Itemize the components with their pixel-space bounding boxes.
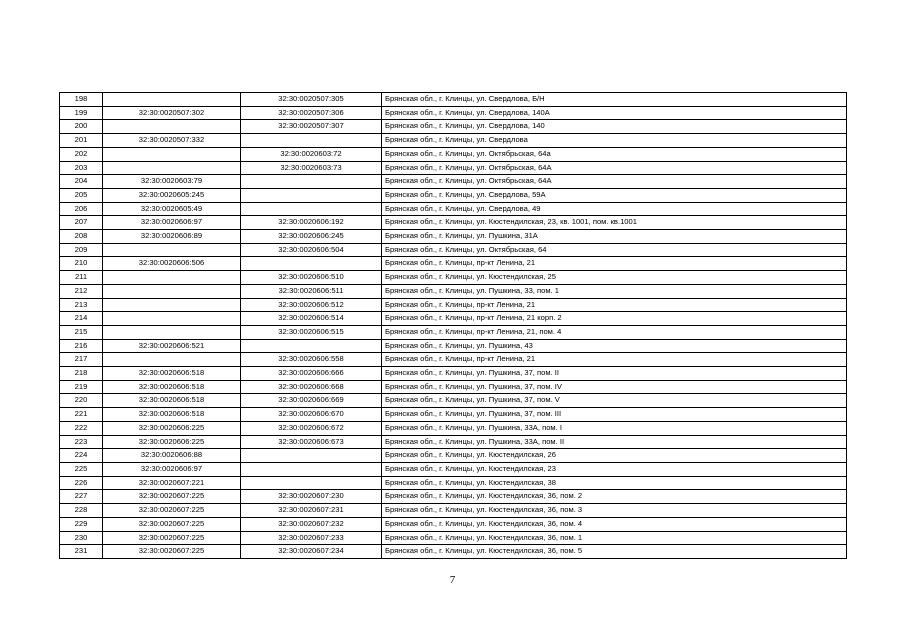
address-cell: Брянская обл., г. Клинцы, ул. Пушкина, 37, пом. III	[382, 408, 847, 422]
address-cell: Брянская обл., г. Клинцы, ул. Кюстендилская, 36, пом. 5	[382, 545, 847, 559]
row-number-cell: 230	[60, 531, 103, 545]
table-row	[60, 394, 847, 408]
row-number-cell: 201	[60, 134, 103, 148]
table-row	[60, 408, 847, 422]
building-number-cell: 32:30:0020603:72	[241, 147, 382, 161]
row-number-cell: 217	[60, 353, 103, 367]
parcel-number-cell: 32:30:0020606:88	[103, 449, 241, 463]
row-number-cell: 222	[60, 421, 103, 435]
table-row	[60, 243, 847, 257]
parcel-number-cell: 32:30:0020606:518	[103, 367, 241, 381]
parcel-number-cell: 32:30:0020605:245	[103, 188, 241, 202]
address-cell: Брянская обл., г. Клинцы, ул. Кюстендилская, 25	[382, 271, 847, 285]
table-row	[60, 106, 847, 120]
building-number-cell	[241, 134, 382, 148]
address-cell: Брянская обл., г. Клинцы, ул. Кюстендилская, 36, пом. 4	[382, 517, 847, 531]
row-number-cell: 223	[60, 435, 103, 449]
parcel-number-cell: 32:30:0020606:506	[103, 257, 241, 271]
row-number-cell: 211	[60, 271, 103, 285]
address-cell: Брянская обл., г. Клинцы, ул. Пушкина, 31А	[382, 230, 847, 244]
table-row	[60, 490, 847, 504]
building-number-cell: 32:30:0020507:307	[241, 120, 382, 134]
building-number-cell: 32:30:0020607:231	[241, 504, 382, 518]
building-number-cell: 32:30:0020507:305	[241, 93, 382, 107]
table-row	[60, 517, 847, 531]
row-number-cell: 210	[60, 257, 103, 271]
address-cell: Брянская обл., г. Клинцы, ул. Октябрьская, 64А	[382, 175, 847, 189]
address-cell: Брянская обл., г. Клинцы, пр-кт Ленина, 21	[382, 298, 847, 312]
row-number-cell: 220	[60, 394, 103, 408]
table-row	[60, 462, 847, 476]
table-row	[60, 421, 847, 435]
table-row	[60, 120, 847, 134]
parcel-number-cell: 32:30:0020607:225	[103, 517, 241, 531]
page-number: 7	[449, 574, 456, 586]
parcel-number-cell	[103, 243, 241, 257]
row-number-cell: 206	[60, 202, 103, 216]
row-number-cell: 199	[60, 106, 103, 120]
building-number-cell	[241, 449, 382, 463]
row-number-cell: 228	[60, 504, 103, 518]
parcel-number-cell: 32:30:0020605:49	[103, 202, 241, 216]
building-number-cell: 32:30:0020606:192	[241, 216, 382, 230]
table-row	[60, 147, 847, 161]
parcel-number-cell: 32:30:0020606:518	[103, 408, 241, 422]
row-number-cell: 216	[60, 339, 103, 353]
row-number-cell: 219	[60, 380, 103, 394]
address-cell: Брянская обл., г. Клинцы, ул. Кюстендилская, 36, пом. 3	[382, 504, 847, 518]
table-row	[60, 284, 847, 298]
table-row	[60, 93, 847, 107]
table-body	[60, 93, 847, 559]
address-cell: Брянская обл., г. Клинцы, ул. Свердлова	[382, 134, 847, 148]
address-cell: Брянская обл., г. Клинцы, ул. Октябрьская, 64а	[382, 147, 847, 161]
parcel-number-cell: 32:30:0020607:225	[103, 545, 241, 559]
row-number-cell: 212	[60, 284, 103, 298]
parcel-number-cell	[103, 161, 241, 175]
parcel-number-cell: 32:30:0020606:521	[103, 339, 241, 353]
parcel-number-cell: 32:30:0020606:97	[103, 462, 241, 476]
address-cell: Брянская обл., г. Клинцы, ул. Свердлова, 49	[382, 202, 847, 216]
row-number-cell: 224	[60, 449, 103, 463]
parcel-number-cell	[103, 120, 241, 134]
table-row	[60, 325, 847, 339]
table-row	[60, 134, 847, 148]
table-row	[60, 161, 847, 175]
address-cell: Брянская обл., г. Клинцы, ул. Свердлова, Б/Н	[382, 93, 847, 107]
parcel-number-cell: 32:30:0020607:225	[103, 531, 241, 545]
address-cell: Брянская обл., г. Клинцы, ул. Пушкина, 33А, пом. I	[382, 421, 847, 435]
address-cell: Брянская обл., г. Клинцы, ул. Кюстендилская, 23, кв. 1001, пом. кв.1001	[382, 216, 847, 230]
address-cell: Брянская обл., г. Клинцы, ул. Кюстендилская, 36, пом. 1	[382, 531, 847, 545]
table-row	[60, 271, 847, 285]
building-number-cell: 32:30:0020606:666	[241, 367, 382, 381]
building-number-cell: 32:30:0020507:306	[241, 106, 382, 120]
table-row	[60, 202, 847, 216]
building-number-cell: 32:30:0020607:233	[241, 531, 382, 545]
address-cell: Брянская обл., г. Клинцы, ул. Октябрьская, 64	[382, 243, 847, 257]
row-number-cell: 204	[60, 175, 103, 189]
table-row	[60, 504, 847, 518]
address-cell: Брянская обл., г. Клинцы, ул. Свердлова, 140А	[382, 106, 847, 120]
row-number-cell: 202	[60, 147, 103, 161]
row-number-cell: 218	[60, 367, 103, 381]
parcel-number-cell: 32:30:0020607:225	[103, 504, 241, 518]
building-number-cell: 32:30:0020606:510	[241, 271, 382, 285]
building-number-cell	[241, 257, 382, 271]
row-number-cell: 225	[60, 462, 103, 476]
building-number-cell: 32:30:0020606:558	[241, 353, 382, 367]
row-number-cell: 198	[60, 93, 103, 107]
parcel-number-cell	[103, 353, 241, 367]
table-row	[60, 435, 847, 449]
parcel-number-cell: 32:30:0020607:225	[103, 490, 241, 504]
address-cell: Брянская обл., г. Клинцы, пр-кт Ленина, 21	[382, 257, 847, 271]
row-number-cell: 226	[60, 476, 103, 490]
row-number-cell: 208	[60, 230, 103, 244]
building-number-cell: 32:30:0020607:232	[241, 517, 382, 531]
building-number-cell: 32:30:0020606:514	[241, 312, 382, 326]
table-row	[60, 312, 847, 326]
row-number-cell: 203	[60, 161, 103, 175]
building-number-cell	[241, 188, 382, 202]
row-number-cell: 200	[60, 120, 103, 134]
land-registry-table	[59, 92, 847, 559]
parcel-number-cell: 32:30:0020606:518	[103, 394, 241, 408]
parcel-number-cell	[103, 147, 241, 161]
address-cell: Брянская обл., г. Клинцы, ул. Кюстендилская, 36, пом. 2	[382, 490, 847, 504]
table-row	[60, 230, 847, 244]
table-row	[60, 298, 847, 312]
building-number-cell: 32:30:0020606:669	[241, 394, 382, 408]
building-number-cell: 32:30:0020607:230	[241, 490, 382, 504]
table-row	[60, 367, 847, 381]
row-number-cell: 231	[60, 545, 103, 559]
row-number-cell: 214	[60, 312, 103, 326]
address-cell: Брянская обл., г. Клинцы, пр-кт Ленина, 21 корп. 2	[382, 312, 847, 326]
parcel-number-cell	[103, 271, 241, 285]
table-row	[60, 449, 847, 463]
building-number-cell: 32:30:0020607:234	[241, 545, 382, 559]
address-cell: Брянская обл., г. Клинцы, ул. Кюстендилская, 23	[382, 462, 847, 476]
address-cell: Брянская обл., г. Клинцы, ул. Пушкина, 37, пом. II	[382, 367, 847, 381]
parcel-number-cell	[103, 93, 241, 107]
parcel-number-cell: 32:30:0020606:97	[103, 216, 241, 230]
address-cell: Брянская обл., г. Клинцы, пр-кт Ленина, 21, пом. 4	[382, 325, 847, 339]
address-cell: Брянская обл., г. Клинцы, ул. Свердлова, 140	[382, 120, 847, 134]
row-number-cell: 229	[60, 517, 103, 531]
building-number-cell	[241, 339, 382, 353]
row-number-cell: 215	[60, 325, 103, 339]
parcel-number-cell: 32:30:0020606:225	[103, 435, 241, 449]
address-cell: Брянская обл., г. Клинцы, пр-кт Ленина, 21	[382, 353, 847, 367]
table-row	[60, 545, 847, 559]
parcel-number-cell: 32:30:0020607:221	[103, 476, 241, 490]
address-cell: Брянская обл., г. Клинцы, ул. Октябрьская, 64А	[382, 161, 847, 175]
table-row	[60, 188, 847, 202]
parcel-number-cell	[103, 298, 241, 312]
parcel-number-cell	[103, 312, 241, 326]
building-number-cell: 32:30:0020606:673	[241, 435, 382, 449]
building-number-cell: 32:30:0020606:245	[241, 230, 382, 244]
parcel-number-cell: 32:30:0020507:302	[103, 106, 241, 120]
row-number-cell: 227	[60, 490, 103, 504]
table-row	[60, 531, 847, 545]
parcel-number-cell: 32:30:0020606:518	[103, 380, 241, 394]
parcel-number-cell: 32:30:0020606:225	[103, 421, 241, 435]
row-number-cell: 221	[60, 408, 103, 422]
parcel-number-cell: 32:30:0020603:79	[103, 175, 241, 189]
building-number-cell: 32:30:0020606:504	[241, 243, 382, 257]
table-row	[60, 380, 847, 394]
building-number-cell	[241, 462, 382, 476]
row-number-cell: 209	[60, 243, 103, 257]
table-row	[60, 175, 847, 189]
parcel-number-cell: 32:30:0020606:89	[103, 230, 241, 244]
building-number-cell	[241, 202, 382, 216]
table-row	[60, 216, 847, 230]
address-cell: Брянская обл., г. Клинцы, ул. Кюстендилская, 26	[382, 449, 847, 463]
table-row	[60, 257, 847, 271]
building-number-cell: 32:30:0020606:511	[241, 284, 382, 298]
address-cell: Брянская обл., г. Клинцы, ул. Пушкина, 33, пом. 1	[382, 284, 847, 298]
table-row	[60, 476, 847, 490]
building-number-cell: 32:30:0020606:670	[241, 408, 382, 422]
building-number-cell	[241, 175, 382, 189]
address-cell: Брянская обл., г. Клинцы, ул. Пушкина, 37, пом. IV	[382, 380, 847, 394]
row-number-cell: 213	[60, 298, 103, 312]
building-number-cell: 32:30:0020606:672	[241, 421, 382, 435]
building-number-cell: 32:30:0020603:73	[241, 161, 382, 175]
parcel-number-cell	[103, 284, 241, 298]
address-cell: Брянская обл., г. Клинцы, ул. Свердлова, 59А	[382, 188, 847, 202]
building-number-cell: 32:30:0020606:515	[241, 325, 382, 339]
address-cell: Брянская обл., г. Клинцы, ул. Пушкина, 37, пом. V	[382, 394, 847, 408]
building-number-cell: 32:30:0020606:668	[241, 380, 382, 394]
parcel-number-cell	[103, 325, 241, 339]
building-number-cell: 32:30:0020606:512	[241, 298, 382, 312]
row-number-cell: 205	[60, 188, 103, 202]
building-number-cell	[241, 476, 382, 490]
address-cell: Брянская обл., г. Клинцы, ул. Пушкина, 43	[382, 339, 847, 353]
parcel-number-cell: 32:30:0020507:332	[103, 134, 241, 148]
row-number-cell: 207	[60, 216, 103, 230]
address-cell: Брянская обл., г. Клинцы, ул. Пушкина, 33А, пом. II	[382, 435, 847, 449]
table-row	[60, 353, 847, 367]
address-cell: Брянская обл., г. Клинцы, ул. Кюстендилская, 38	[382, 476, 847, 490]
table-row	[60, 339, 847, 353]
